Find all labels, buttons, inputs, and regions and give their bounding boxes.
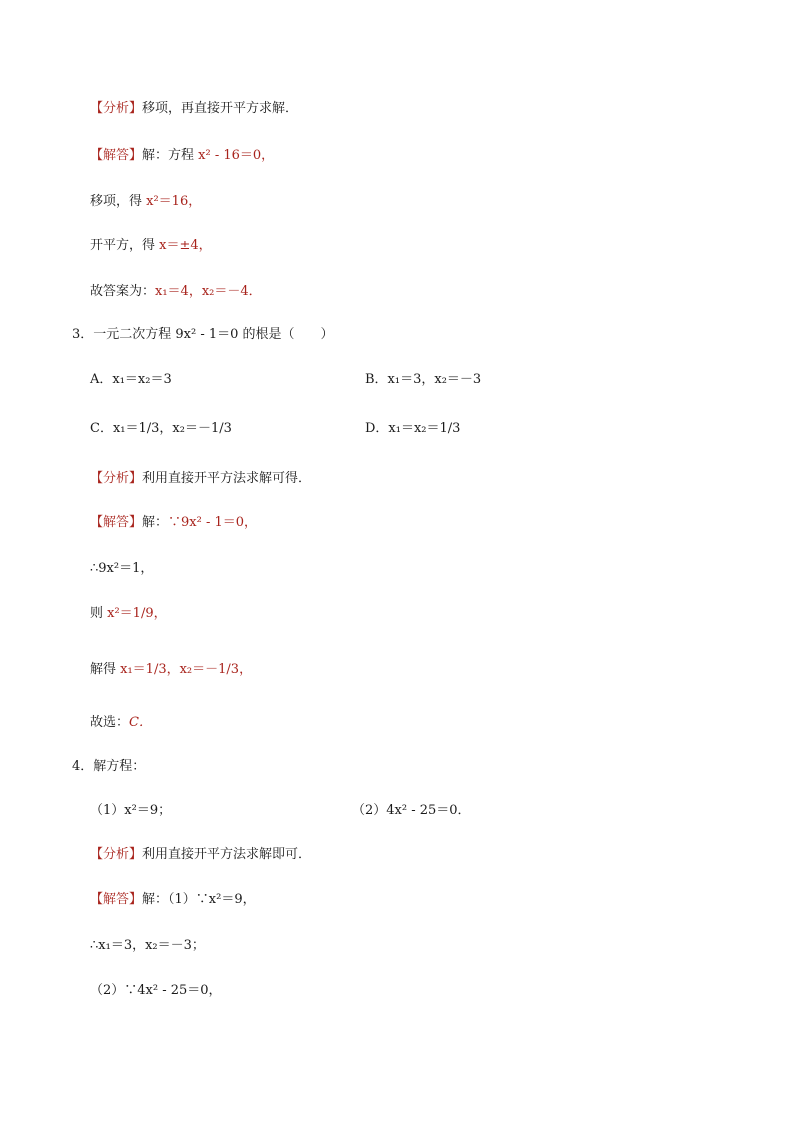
conclusion-text: 故答案为：: [90, 284, 156, 299]
conclusion-equation: x₁＝4，x₂＝－4．: [155, 284, 262, 299]
conclusion-text: 故选：: [90, 715, 130, 730]
question-4-part-2: （2）4x² - 25＝0．: [352, 803, 471, 818]
step-result-1: ∴x₁＝3，x₂＝－3；: [90, 938, 205, 953]
conclusion-line-3: [90, 714, 152, 732]
answer-equation: ∵9x² - 1＝0，: [168, 515, 258, 530]
step-equation: x₁＝1/3，x₂＝－1/3，: [120, 662, 253, 677]
answer-tag: 【解答】: [90, 892, 143, 907]
analysis-line-3: [90, 470, 311, 488]
option-c: C．x₁＝1/3，x₂＝－1/3: [90, 421, 232, 436]
step-text: 解得: [90, 662, 121, 677]
step-therefore: ∴9x²＝1，: [90, 561, 154, 576]
analysis-text: 移项，再直接开平方求解．: [142, 101, 299, 116]
option-b: B．x₁＝3，x₂＝－3: [365, 372, 482, 387]
conclusion-line-1: [90, 283, 262, 301]
question-3-stem: 3．一元二次方程 9x² - 1＝0 的根是（ ）: [72, 327, 334, 342]
answer-line-1: [90, 147, 274, 165]
analysis-text: 利用直接开平方法求解可得．: [142, 471, 312, 486]
question-4-part-1: （1）x²＝9；: [90, 803, 172, 818]
analysis-text: 利用直接开平方法求解即可．: [142, 847, 312, 862]
answer-prefix: 解：方程: [142, 148, 199, 163]
analysis-tag: 【分析】: [90, 471, 143, 486]
option-a: A．x₁＝x₂＝3: [90, 372, 172, 387]
step-move-term: [90, 193, 201, 211]
answer-prefix: 解：: [142, 515, 169, 530]
answer-text: 解：（1）∵x²＝9，: [142, 892, 256, 907]
question-4-stem: 4．解方程：: [72, 759, 146, 774]
analysis-line-4: [90, 846, 311, 864]
step-equation: x＝±4，: [159, 238, 212, 253]
step-part-2: （2）∵4x² - 25＝0，: [90, 983, 222, 998]
answer-line-3: [90, 514, 257, 532]
step-solve: [90, 661, 252, 679]
answer-line-4: [90, 891, 256, 909]
analysis-tag: 【分析】: [90, 847, 143, 862]
answer-tag: 【解答】: [90, 515, 143, 530]
step-then: [90, 605, 167, 623]
answer-tag: 【解答】: [90, 148, 143, 163]
conclusion-choice: C．: [129, 715, 152, 730]
analysis-tag: 【分析】: [90, 101, 143, 116]
step-equation: x²＝16，: [146, 194, 202, 209]
analysis-line-1: [90, 100, 298, 118]
answer-equation: x² - 16＝0，: [198, 148, 275, 163]
step-equation: x²＝1/9，: [107, 606, 167, 621]
option-d: D．x₁＝x₂＝1/3: [365, 421, 461, 436]
step-square-root: [90, 237, 212, 255]
step-text: 移项，得: [90, 194, 147, 209]
step-text: 则: [90, 606, 108, 621]
step-text: 开平方，得: [90, 238, 160, 253]
